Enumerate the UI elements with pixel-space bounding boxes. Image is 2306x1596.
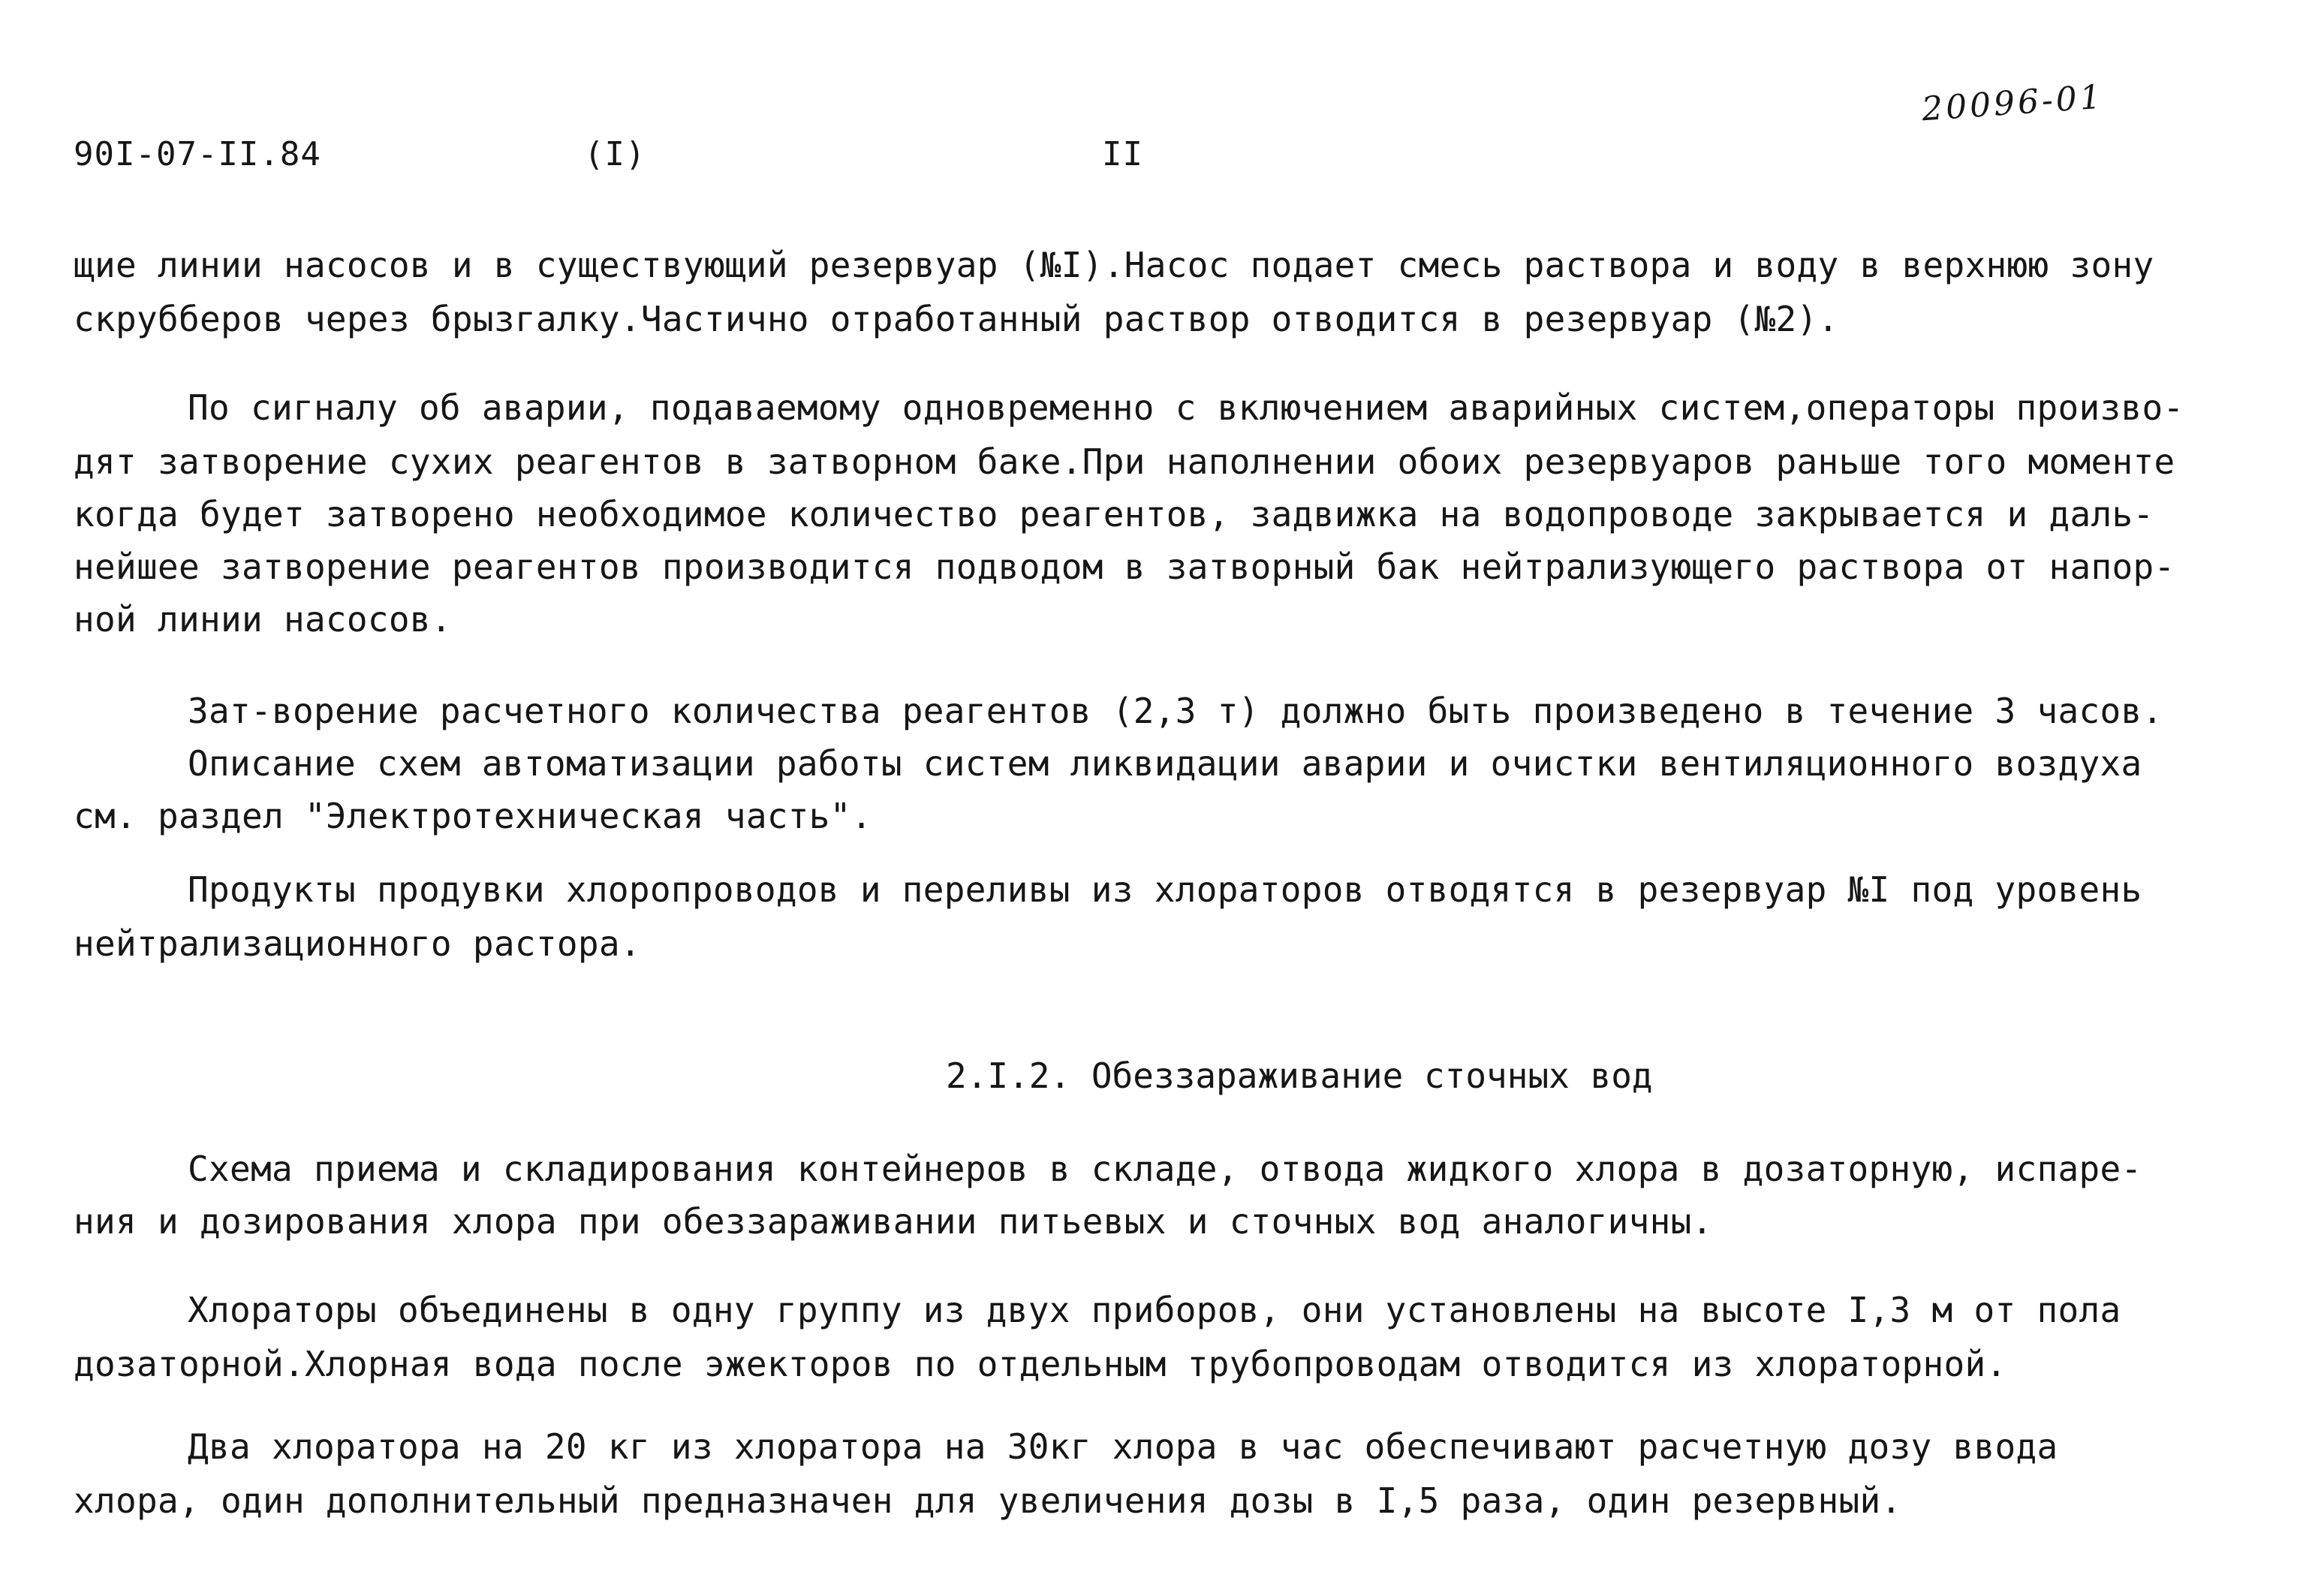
text-line: Описание схем автоматизации работы систем ликвидации аварии и очистки вентиляционного воздуха xyxy=(188,743,2142,784)
text-line: Два хлоратора на 20 кг из хлоратора на 30кг хлора в час обеспечивают расчетную дозу ввода xyxy=(188,1426,2058,1467)
text-line: Хлораторы объединены в одну группу из двух приборов, они установлены на высоте I,3 м от пола xyxy=(188,1290,2121,1330)
section-heading: 2.I.2. Обеззараживание сточных вод xyxy=(946,1055,1653,1096)
text-line: По сигналу об аварии, подаваемому одновременно с включением аварийных систем,операторы произво- xyxy=(188,387,2184,428)
text-line: см. раздел "Электротехническая часть". xyxy=(74,796,872,836)
text-line: когда будет затворено необходимое количество реагентов, задвижка на водопроводе закрывается и даль- xyxy=(74,494,2154,535)
text-line: дят затворение сухих реагентов в затворном баке.При наполнении обоих резервуаров раньше того моменте xyxy=(74,441,2175,482)
text-line: ния и дозирования хлора при обеззараживании питьевых и сточных вод аналогичны. xyxy=(74,1201,1713,1242)
text-line: скрубберов через брызгалку.Частично отработанный раствор отводится в резервуар (№2). xyxy=(74,299,1839,339)
text-line: дозаторной.Хлорная вода после эжекторов по отдельным трубопроводам отводится из хлораторной. xyxy=(74,1344,2007,1384)
text-line: нейшее затворение реагентов производится подводом в затворный бак нейтрализующего раствора от напор- xyxy=(74,547,2175,587)
text-line: Схема приема и складирования контейнеров в складе, отвода жидкого хлора в дозаторную, испаре- xyxy=(188,1149,2142,1189)
text-line: хлора, один дополнительный предназначен для увеличения дозы в I,5 раза, один резервный. xyxy=(74,1480,1902,1521)
text-line: щие линии насосов и в существующий резервуар (№I).Насос подает смесь раствора и воду в верхнюю зону xyxy=(74,245,2154,285)
text-line: Продукты продувки хлоропроводов и переливы из хлораторов отводятся в резервуар №I под уровень xyxy=(188,869,2142,910)
text-line: нейтрализационного растора. xyxy=(74,923,641,964)
page-number: II xyxy=(1102,135,1143,173)
text-line: ной линии насосов. xyxy=(74,599,452,640)
document-code: 90I-07-II.84 xyxy=(74,135,321,173)
volume-label: (I) xyxy=(584,135,646,173)
handwritten-archive-number: 20096-01 xyxy=(1920,77,2106,129)
text-line: Зат-ворение расчетного количества реагентов (2,3 т) должно быть произведено в течение 3 часов. xyxy=(188,691,2163,731)
